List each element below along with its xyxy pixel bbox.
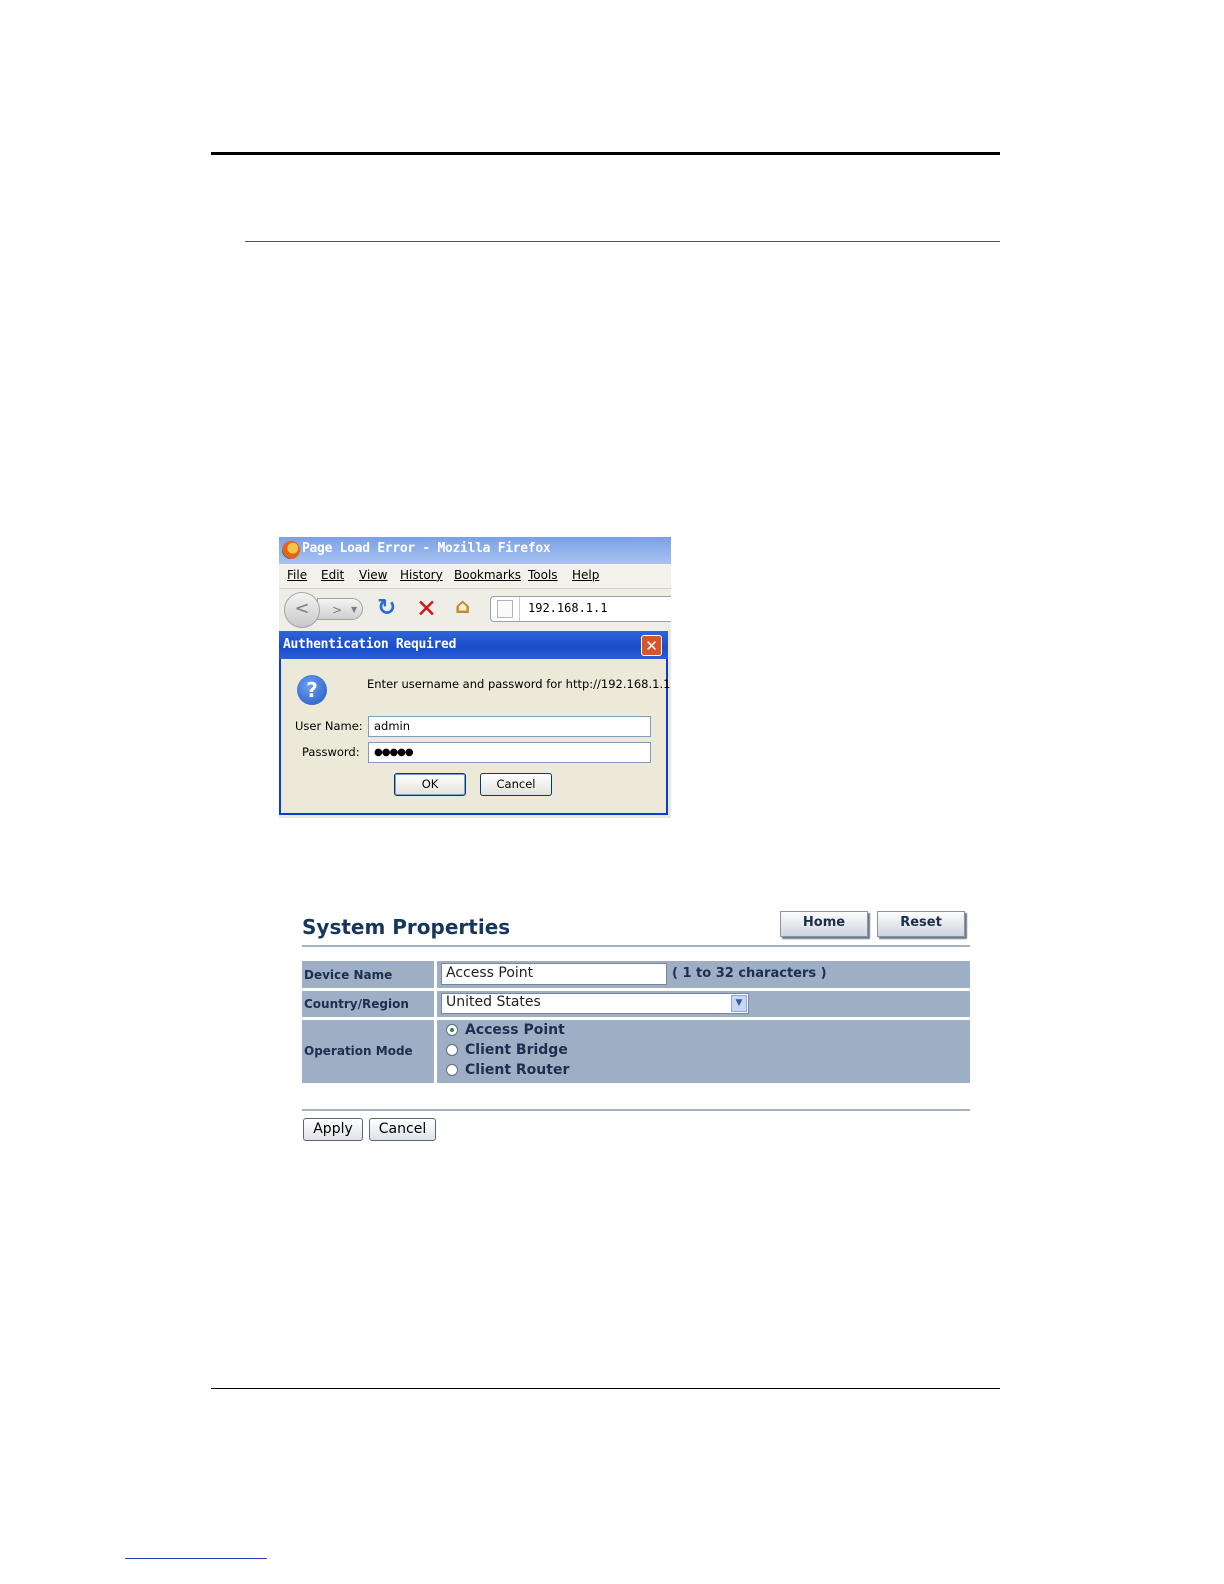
menu-bookmarks[interactable]: Bookmarks [454,568,522,582]
dropdown-icon[interactable]: ▼ [351,605,358,614]
country-row [302,991,970,1017]
country-selected-value: United States [446,994,541,1010]
menu-file[interactable]: File [287,568,308,582]
password-label: Password: [302,745,360,759]
header-rule-thick [211,152,1000,155]
menu-help[interactable]: Help [572,568,600,582]
address-divider [519,597,520,621]
home-button[interactable]: Home [780,911,868,937]
footnote-rule [125,1558,267,1559]
back-button[interactable] [284,592,320,628]
navigation-toolbar [279,589,671,631]
device-name-label-cell [302,961,434,988]
apply-button[interactable]: Apply [303,1118,363,1141]
page-title: System Properties [302,915,511,939]
radio-access-point[interactable] [446,1024,458,1036]
country-label-cell [302,991,434,1017]
menu-bar [279,564,671,589]
menu-edit[interactable]: Edit [321,568,345,582]
system-properties-panel [302,905,970,1150]
menu-history[interactable]: History [400,568,443,582]
form-divider [302,1109,970,1111]
operation-mode-row [302,1020,970,1083]
menu-tools[interactable]: Tools [528,568,558,582]
forward-icon: > [332,603,343,617]
country-select[interactable] [441,993,749,1014]
radio-client-bridge[interactable] [446,1044,458,1056]
dialog-title-bar [279,631,668,659]
password-field[interactable]: ●●●●● [368,742,651,763]
header-rule-thin [245,241,1000,242]
mode-client-bridge-label[interactable]: Client Bridge [465,1042,568,1058]
address-text: 192.168.1.1 [528,601,608,615]
username-label: User Name: [295,719,363,733]
close-icon[interactable]: ✕ [641,635,662,656]
operation-mode-label-cell [302,1020,434,1083]
reload-icon[interactable]: ↻ [377,595,397,621]
radio-client-router[interactable] [446,1064,458,1076]
mode-client-router-label[interactable]: Client Router [465,1062,570,1078]
ok-button[interactable]: OK [394,773,466,796]
country-value-cell [437,991,970,1017]
dialog-title: Authentication Required [283,637,457,652]
window-title-bar [279,537,671,564]
chevron-down-icon[interactable]: ▼ [731,995,747,1012]
operation-mode-label: Operation Mode [304,1044,413,1058]
country-label: Country/Region [304,997,409,1011]
home-icon[interactable]: ⌂ [455,594,471,618]
footer-rule [211,1388,1000,1389]
address-bar[interactable] [490,596,671,622]
title-divider [302,945,970,947]
dialog-message: Enter username and password for http://192.168.1.1 [367,677,671,691]
operation-mode-value-cell [437,1020,970,1083]
forward-button[interactable] [317,598,363,620]
question-icon: ? [297,675,327,705]
device-name-hint: ( 1 to 32 characters ) [672,966,827,981]
dialog-cancel-button[interactable]: Cancel [480,773,552,796]
stop-icon[interactable]: ✕ [416,594,437,623]
mode-access-point-label[interactable]: Access Point [465,1022,565,1038]
cancel-button[interactable]: Cancel [369,1118,436,1141]
device-name-input[interactable]: Access Point [441,963,667,985]
page-icon [497,600,513,618]
device-name-row [302,961,970,988]
device-name-value-cell [437,961,970,988]
reset-button[interactable]: Reset [877,911,965,937]
firefox-screenshot [279,537,671,818]
device-name-label: Device Name [304,968,393,982]
window-title: Page Load Error - Mozilla Firefox [302,541,551,556]
menu-view[interactable]: View [359,568,388,582]
back-icon: < [294,598,310,619]
authentication-dialog [279,631,671,815]
username-field[interactable]: admin [368,716,651,737]
firefox-logo-icon [282,541,300,559]
